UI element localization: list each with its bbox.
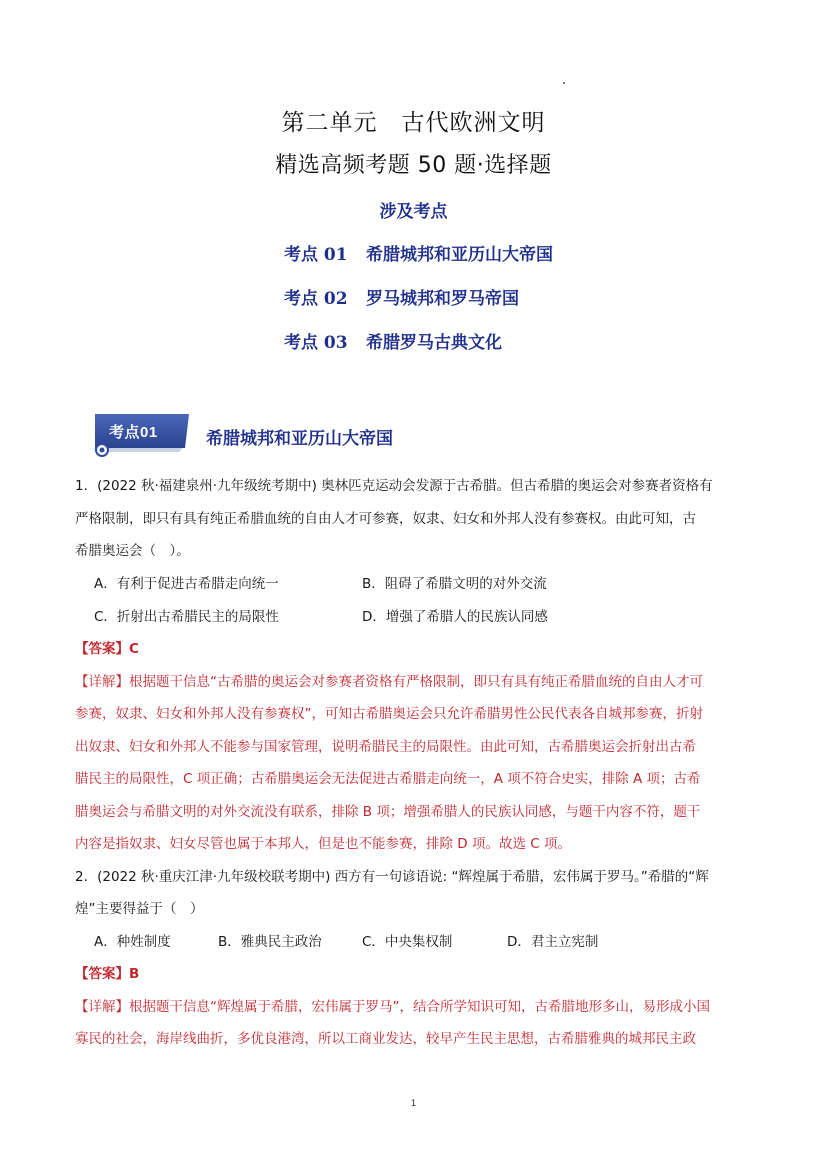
q2-option-b: B．雅典民主政治	[218, 934, 322, 950]
title-unit: 第二单元	[281, 110, 378, 136]
scope-label: 涉及考点	[379, 202, 448, 222]
q1-option-c: C．折射出古希腊民主的局限性	[94, 609, 279, 625]
key-point-name: 罗马城邦和罗马帝国	[366, 289, 519, 309]
q1-answer: 【答案】C	[75, 641, 139, 657]
page-title	[0, 104, 827, 137]
title-name: 古代欧洲文明	[401, 110, 546, 136]
q1-explanation-line: 【详解】根据题干信息“古希腊的奥运会对参赛者资格有严格限制，即只有具有纯正希腊血统的自由人才可	[75, 674, 703, 690]
q1-explanation-line: 腊民主的局限性，C 项正确；古希腊奥运会无法促进古希腊走向统一，A 项不符合史实，排除 A 项；古希	[75, 771, 701, 787]
q1-explanation-line: 出奴隶、妇女和外邦人不能参与国家管理，说明希腊民主的局限性。由此可知，古希腊奥运会折射出古希	[75, 739, 696, 755]
q2-option-d: D．君主立宪制	[507, 934, 599, 950]
q1-explanation-line: 内容是指奴隶、妇女尽管也属于本邦人，但是也不能参赛，排除 D 项。故选 C 项。	[75, 836, 571, 852]
q1-option-d: D．增强了希腊人的民族认同感	[362, 609, 548, 625]
page-number: 1	[410, 1099, 417, 1109]
q2-answer: 【答案】B	[75, 966, 140, 982]
q2-option-a: A．种姓制度	[94, 934, 171, 950]
section-title: 希腊城邦和亚历山大帝国	[206, 429, 393, 449]
q2-option-c: C．中央集权制	[362, 934, 453, 950]
q2-stem-line-2: 煌”主要得益于（ ）	[75, 901, 204, 917]
badge-label: 考点01	[109, 424, 158, 441]
q2-explanation-line: 【详解】根据题干信息“辉煌属于希腊，宏伟属于罗马”，结合所学知识可知，古希腊地形多山，易形成小国	[75, 999, 710, 1015]
page-subtitle: 精选高频考题 50 题·选择题	[275, 153, 552, 178]
key-point-2	[284, 284, 519, 309]
section-badge	[89, 410, 193, 458]
key-point-name: 希腊城邦和亚历山大帝国	[366, 245, 553, 265]
key-point-3	[284, 328, 502, 353]
q1-stem-line-1: 1．(2022 秋·福建泉州·九年级统考期中) 奥林匹克运动会发源于古希腊。但古希腊的奥运会对参赛者资格有	[75, 478, 713, 494]
q1-stem-line-3: 希腊奥运会（ ）。	[75, 543, 190, 559]
key-point-name: 希腊罗马古典文化	[366, 333, 502, 353]
q1-explanation-line: 参赛，奴隶、妇女和外邦人没有参赛权”，可知古希腊奥运会只允许希腊男性公民代表各自城邦参赛，折射	[75, 706, 703, 722]
q2-stem-line-1: 2．(2022 秋·重庆江津·九年级校联考期中) 西方有一句谚语说: “辉煌属于希腊，宏伟属于罗马。”希腊的“辉	[75, 869, 709, 885]
q2-explanation-line: 寡民的社会，海岸线曲折，多优良港湾，所以工商业发达，较早产生民主思想，古希腊雅典的城邦民主政	[75, 1031, 696, 1047]
q1-explanation-line: 腊奥运会与希腊文明的对外交流没有联系，排除 B 项；增强希腊人的民族认同感，与题干内容不符，题干	[75, 804, 701, 820]
key-point-1	[284, 240, 553, 265]
key-point-code: 考点 03	[284, 333, 348, 353]
q1-stem-line-2: 严格限制，即只有具有纯正希腊血统的自由人才可参赛，奴隶、妇女和外邦人没有参赛权。由此可知，古	[75, 511, 696, 527]
q1-option-a: A．有利于促进古希腊走向统一	[94, 576, 279, 592]
key-point-code: 考点 01	[284, 245, 348, 265]
q1-option-b: B．阻碍了希腊文明的对外交流	[362, 576, 547, 592]
speck	[563, 82, 565, 84]
key-point-code: 考点 02	[284, 289, 348, 309]
